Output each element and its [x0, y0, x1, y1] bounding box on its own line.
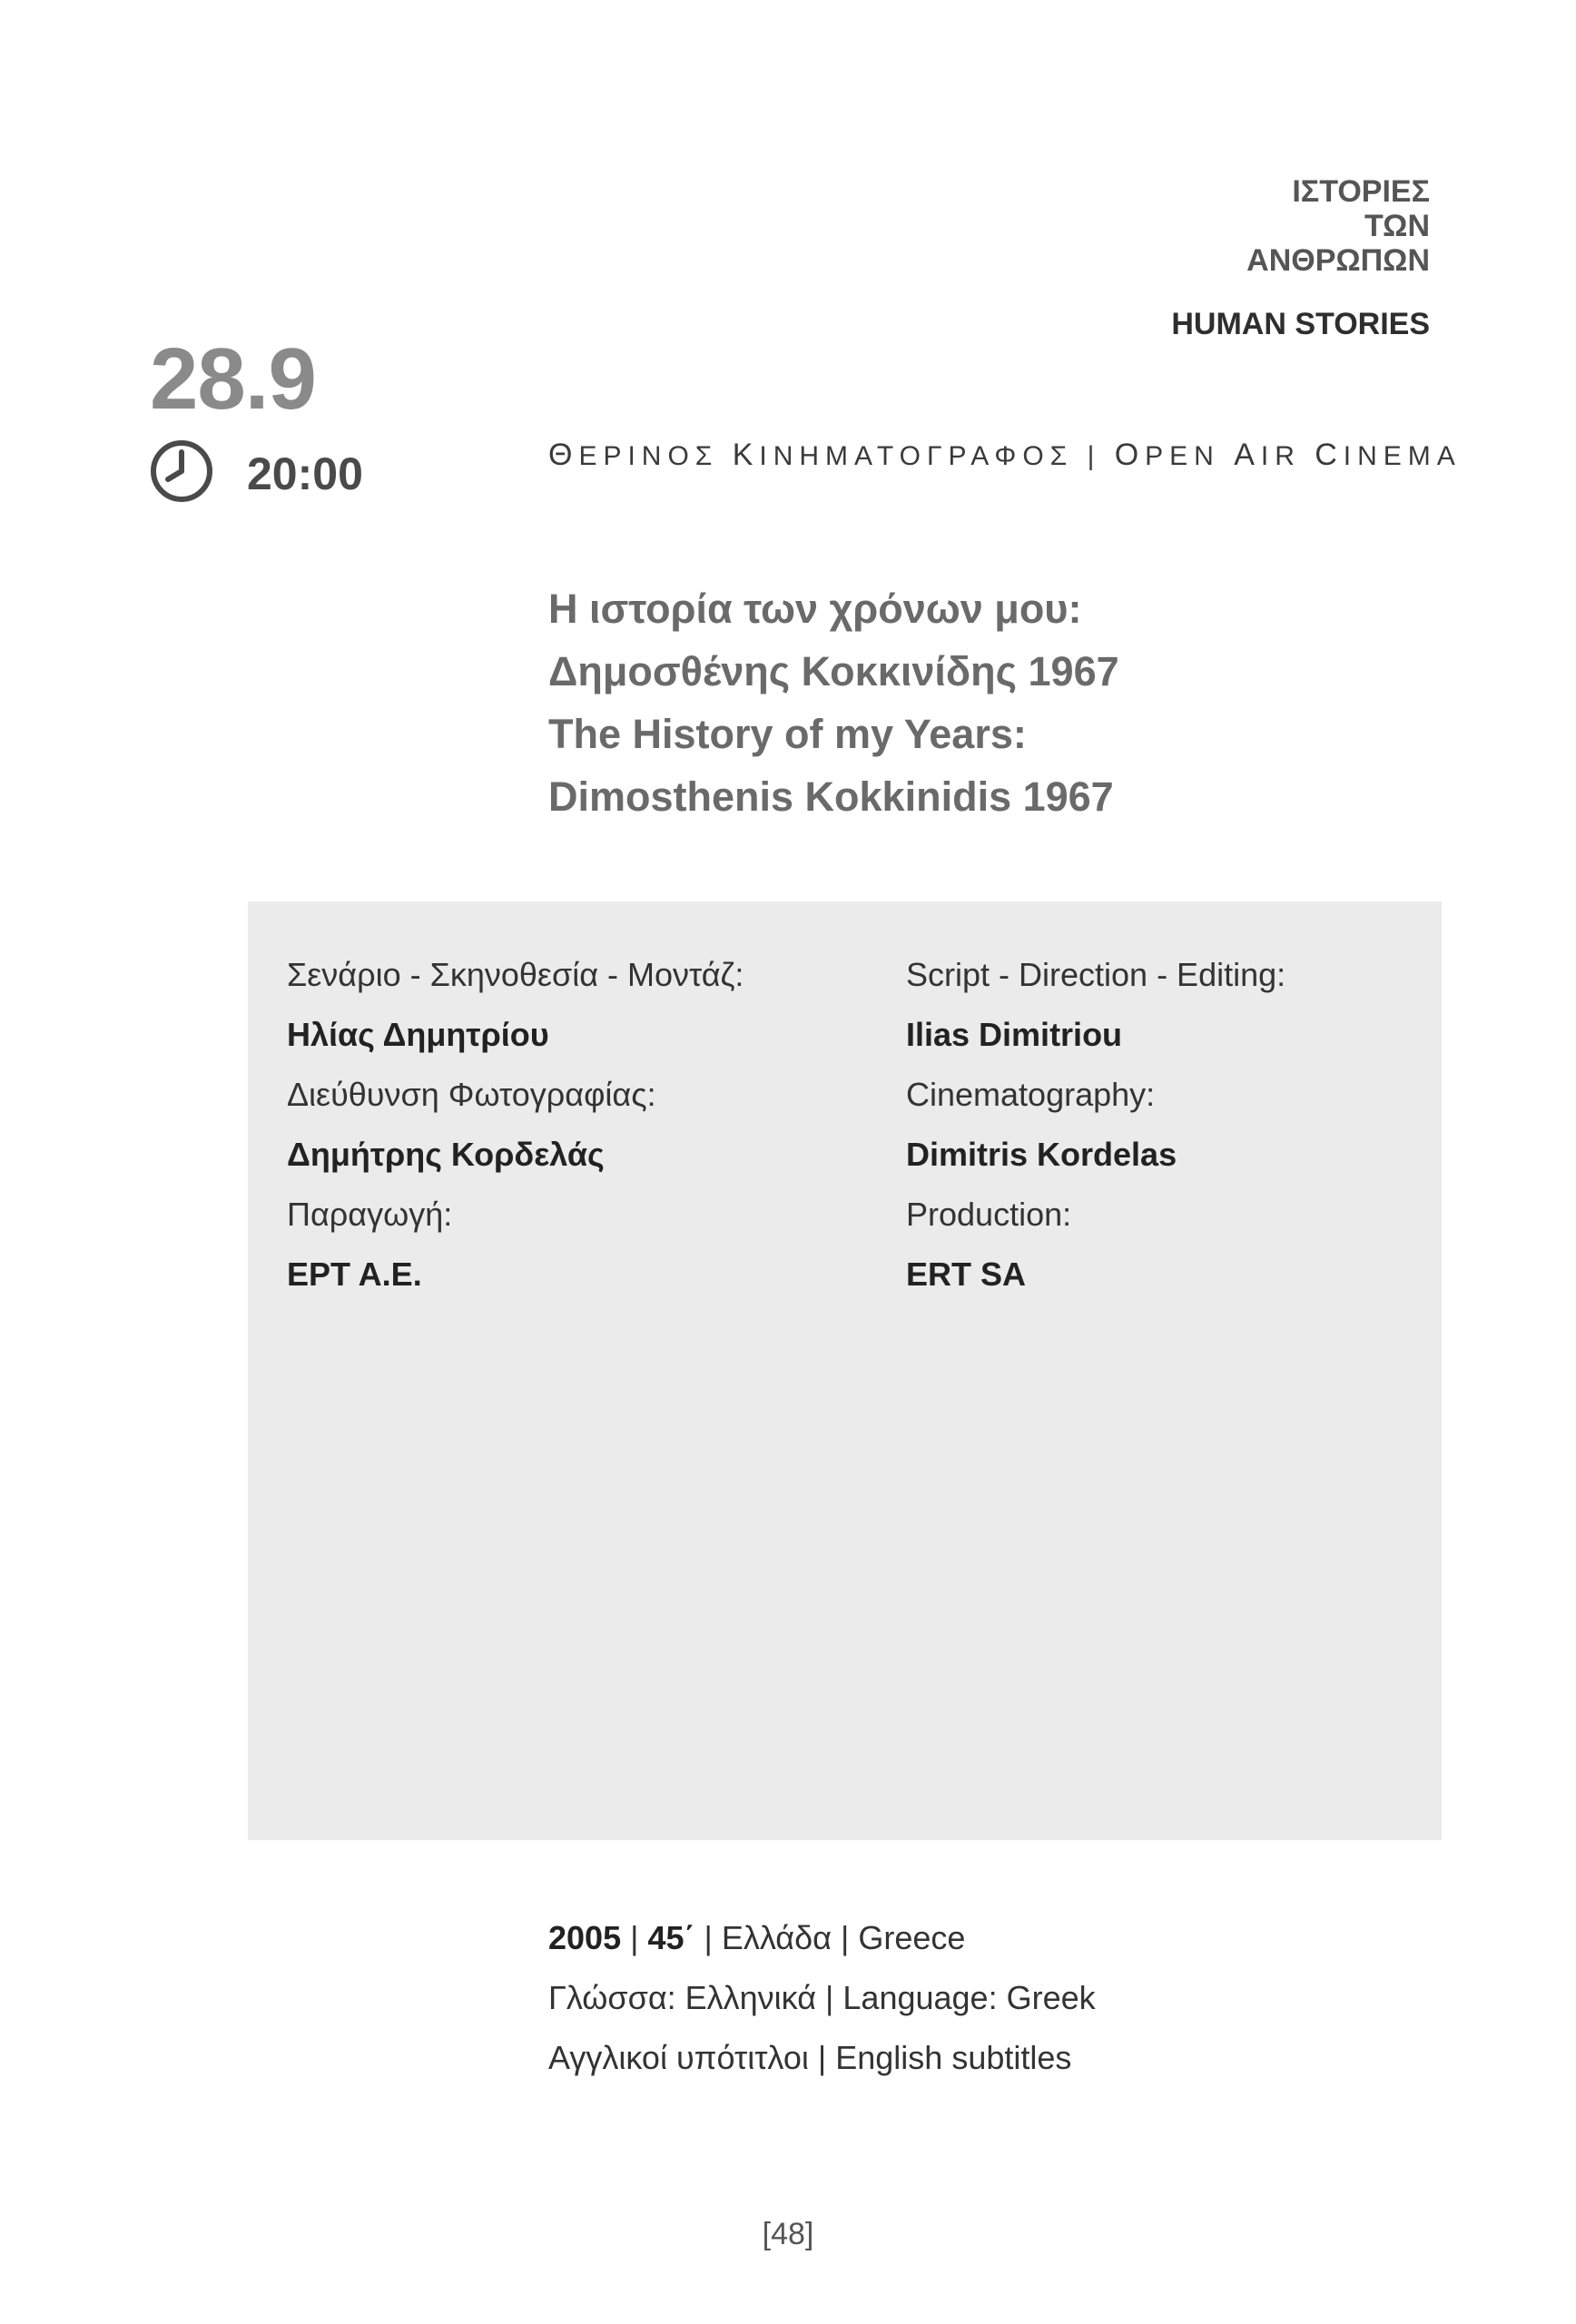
screening-time: 20:00 — [247, 448, 363, 499]
film-language: Γλώσσα: Ελληνικά | Language: Greek — [548, 1979, 1096, 2016]
film-title-line: The History of my Years: — [548, 711, 1027, 757]
section-title-line: ΤΩΝ — [1364, 209, 1430, 243]
film-title-line: Η ιστορία των χρόνων μου: — [548, 586, 1082, 632]
venue-line — [548, 438, 1462, 473]
clock-icon — [150, 439, 213, 503]
credit-name: Ηλίας Δημητρίου — [287, 1016, 549, 1053]
credits-greek — [287, 945, 744, 1305]
credit-role: Cinematography: — [906, 1076, 1156, 1113]
section-title-line: ΙΣΤΟΡΙΕΣ — [1292, 174, 1430, 209]
section-title-greek — [1246, 174, 1430, 278]
film-country-english: Greece — [858, 1919, 966, 1956]
credit-role: Production: — [906, 1196, 1072, 1233]
film-year: 2005 — [548, 1919, 622, 1956]
film-title-line: Dimosthenis Kokkinidis 1967 — [548, 773, 1114, 820]
credit-role: Παραγωγή: — [287, 1196, 453, 1233]
credit-role: Script - Direction - Editing: — [906, 956, 1286, 993]
credit-name: Δημήτρης Κορδελάς — [287, 1136, 605, 1173]
film-country-greek: Ελλάδα — [721, 1919, 832, 1956]
film-title-line: Δημοσθένης Κοκκινίδης 1967 — [548, 648, 1119, 694]
credit-role: Σενάριο - Σκηνοθεσία - Μοντάζ: — [287, 956, 744, 993]
screening-date: 28.9 — [150, 330, 316, 428]
credit-name: Ilias Dimitriou — [906, 1016, 1123, 1053]
section-title-english: HUMAN STORIES — [1171, 307, 1430, 341]
credits-panel — [248, 901, 1442, 1840]
film-meta-line: 2005 | 45΄ | Ελλάδα | Greece — [548, 1919, 966, 1956]
venue-english: OPEN AIR CINEMA — [1114, 438, 1462, 472]
credit-name: ERT SA — [906, 1256, 1027, 1293]
film-duration: 45΄ — [647, 1919, 695, 1956]
film-info — [548, 1908, 1096, 2088]
section-title-line: ΑΝΘΡΩΠΩΝ — [1246, 243, 1430, 278]
credit-name: Dimitris Kordelas — [906, 1136, 1177, 1173]
film-title-block — [548, 577, 1119, 828]
film-subtitles: Αγγλικοί υπότιτλοι | English subtitles — [548, 2039, 1072, 2076]
page-number: [48] — [762, 2217, 814, 2251]
venue-separator: | — [1087, 441, 1101, 471]
credit-name: ΕΡΤ Α.Ε. — [287, 1256, 422, 1293]
credits-english — [906, 945, 1285, 1305]
credit-role: Διεύθυνση Φωτογραφίας: — [287, 1076, 656, 1113]
venue-greek: ΘΕΡΙΝΟΣ ΚΙΝΗΜΑΤΟΓΡΑΦΟΣ — [548, 438, 1074, 472]
